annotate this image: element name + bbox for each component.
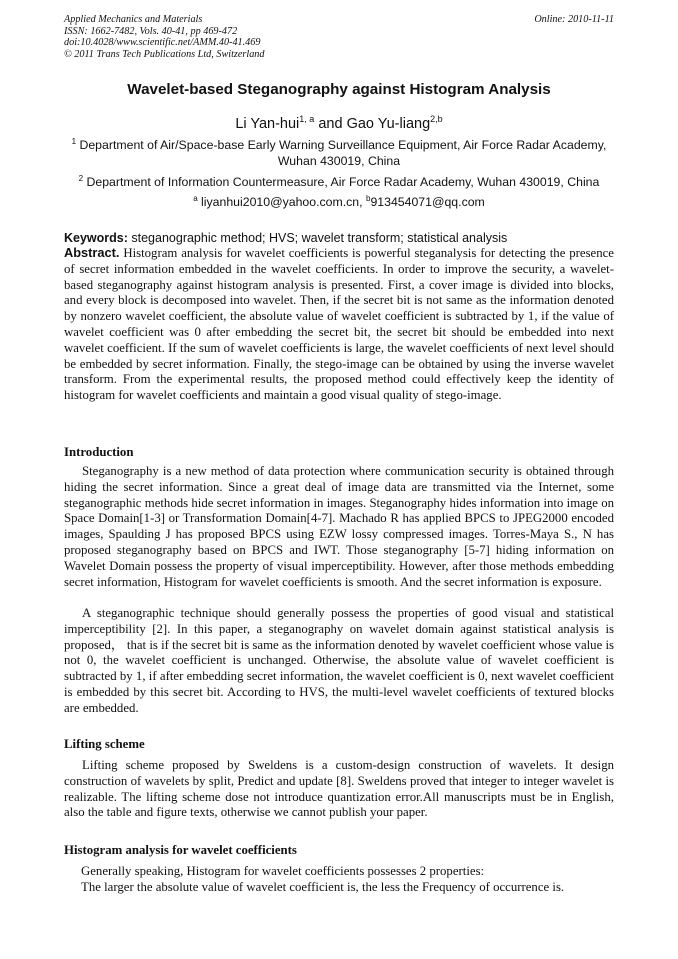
introduction-paragraph-1-text: Steganography is a new method of data protection where communication security is obtained through hiding the secret information. Since a great deal of image data are transmitted via the Internet, some steganographic methods hide secret information in images. Steganography hides information into image on Space Domain[1-3] or Transformation Domain[4-7]. Machado R has applied BPCS to JPEG2000 encoded images, Spaulding J has proposed BPCS using EZW lossy compressed images. Torres-Maya S., N has proposed steganography based on BPCS and IWT. Those steganography [5-7] hiding information on Wavelet Domain possess the property of visual imperceptibility. However, after those methods embedding secret information, Histogram for wavelet coefficients is smooth. And the secret information is exposure. — [64, 464, 614, 589]
author-conjunction: and — [314, 116, 347, 132]
author-2-affil-mark: 2,b — [430, 114, 443, 124]
copyright-line: © 2011 Trans Tech Publications Ltd, Switzerland — [64, 48, 265, 60]
journal-name: Applied Mechanics and Materials — [64, 14, 203, 25]
journal-header — [64, 14, 264, 60]
affiliation-2 — [64, 174, 614, 190]
online-date: Online: 2010-11-11 — [534, 14, 614, 25]
email-b[interactable]: 913454071@qq.com — [370, 195, 485, 209]
email-a-mark: a — [193, 194, 198, 203]
affiliation-1 — [64, 137, 614, 169]
section-heading-histogram-analysis: Histogram analysis for wavelet coefficients — [64, 843, 297, 857]
keywords — [64, 231, 507, 245]
doi-line[interactable]: doi:10.4028/www.scientific.net/AMM.40-41.469 — [64, 37, 261, 49]
affiliation-1-text: Department of Air/Space-base Early Warning Surveillance Equipment, Air Force Radar Academy, Wuhan 430019, China — [76, 138, 607, 168]
histogram-paragraph-2: The larger the absolute value of wavelet coefficient is, the less the Frequency of occurrence is. — [81, 880, 565, 894]
affiliation-2-text: Department of Information Countermeasure, Air Force Radar Academy, Wuhan 430019, China — [83, 175, 600, 189]
email-b-mark: b — [365, 194, 371, 203]
author-1-affil-mark: 1, a — [299, 114, 315, 124]
abstract-text: Histogram analysis for wavelet coefficients is powerful steganalysis for detecting the presence of secret information embedded in the wavelet coefficients. In order to improve the security, a wavelet-based steganography against histogram analysis is presented. First, a cover image is divided into blocks, and every block is decomposed into wavelet. Then, if the secret bit is not same as the information denoted by nonzero wavelet coefficient, the absolute value of wavelet coefficient is subtracted by 1, if the value of wavelet coefficient was 0 after embedding the secret bit, the secret bit should be embedded into next wavelet coefficient. If the sum of wavelet coefficients is large, the wavelet coefficients of next level should be embedded by secret information. Finally, the stego-image can be obtained by using the inverse wavelet transform. From the experimental results, the proposed method could effectively keep the identity of histogram for wavelet coefficients and maintain a good visual quality of stego-image. — [64, 246, 614, 403]
abstract-label: Abstract. — [64, 245, 120, 260]
affiliation-1-number: 1 — [71, 137, 77, 146]
author-2: Gao Yu-liang — [346, 116, 431, 132]
section-heading-introduction: Introduction — [64, 445, 134, 459]
keywords-text: steganographic method; HVS; wavelet transform; statistical analysis — [127, 231, 508, 245]
abstract — [64, 245, 614, 404]
keywords-label: Keywords: — [64, 231, 128, 245]
author-emails — [0, 195, 678, 209]
affiliation-2-number: 2 — [78, 174, 84, 183]
lifting-scheme-paragraph-text: Lifting scheme proposed by Sweldens is a custom-design construction of wavelets. It design construction of wavelets by split, Predict and update [8]. Sweldens proved that integer to integer wavelet is realizable. The lifting scheme dose not introduce quantization error.All manuscripts must be in English, also the table and figure texts, otherwise we cannot publish your paper. — [64, 758, 614, 820]
email-a[interactable]: liyanhui2010@yahoo.com.cn, — [197, 195, 366, 209]
histogram-paragraph-1: Generally speaking, Histogram for wavelet coefficients possesses 2 properties: — [81, 864, 485, 878]
author-line — [0, 116, 678, 132]
paper-title: Wavelet-based Steganography against Histogram Analysis — [127, 81, 551, 98]
author-1: Li Yan-hui — [235, 116, 300, 132]
issn-line: ISSN: 1662-7482, Vols. 40-41, pp 469-472 — [64, 25, 238, 37]
introduction-paragraph-2-text: A steganographic technique should generally possess the properties of good visual and statistical imperceptibility [2]. In this paper, a steganography on wavelet domain against statistical analysis is proposed， that is if the secret bit is same as the information denoted by wavelet coefficient whose value is not 0, the wavelet coefficient is unchanged. Otherwise, the absolute value of wavelet coefficient is subtracted by 1, if after embedding secret information, the wavelet coefficient is 0, next wavelet coefficient is embedded by this secret bit. According to HVS, the multi-level wavelet coefficients of textured blocks are embedded. — [64, 606, 614, 715]
section-heading-lifting-scheme: Lifting scheme — [64, 737, 145, 751]
introduction-paragraph-2 — [64, 606, 614, 717]
lifting-scheme-paragraph — [64, 758, 614, 821]
introduction-paragraph-1 — [64, 464, 614, 590]
